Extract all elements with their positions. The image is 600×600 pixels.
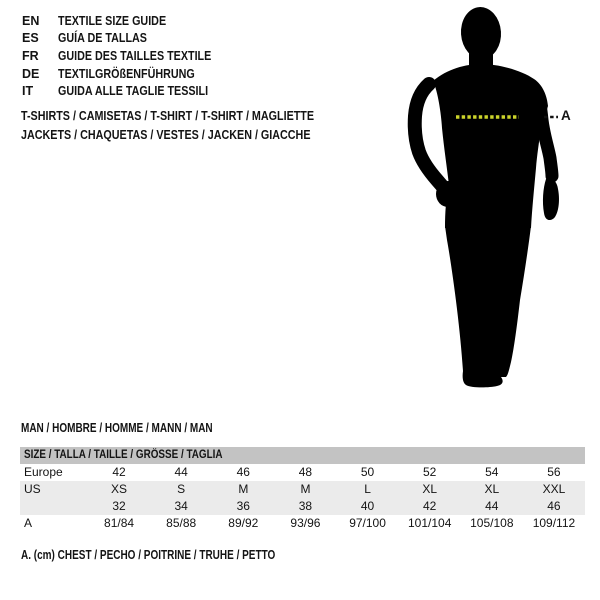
- table-cell: 50: [360, 465, 375, 479]
- table-cell: XXL: [542, 482, 566, 496]
- table-cell: 85/88: [166, 516, 197, 530]
- table-cell: M: [300, 482, 311, 496]
- man-silhouette: [415, 6, 559, 388]
- table-cell: 44: [485, 499, 499, 513]
- table-cell: 46: [236, 465, 250, 479]
- table-cell: XL: [484, 482, 500, 496]
- table-cell: 42: [423, 499, 437, 513]
- language-code: DE: [22, 66, 40, 81]
- table-cell: 46: [547, 499, 561, 513]
- table-cell: 44: [174, 465, 188, 479]
- legs: [445, 226, 531, 387]
- table-row-us: [20, 481, 585, 498]
- language-code: FR: [22, 48, 39, 63]
- table-cell: 97/100: [349, 516, 386, 530]
- language-code: IT: [22, 84, 34, 99]
- table-cell: 48: [298, 465, 313, 479]
- right-hand: [543, 178, 559, 220]
- table-row-numeric: [20, 498, 585, 515]
- table-cell: 52: [423, 465, 437, 479]
- table-row-chest-cm: [20, 515, 585, 532]
- left-hand: [436, 181, 460, 207]
- language-code: EN: [22, 13, 40, 28]
- language-label: GUIDA ALLE TAGLIE TESSILI: [58, 84, 209, 99]
- table-cell: 54: [485, 465, 499, 479]
- category-line-jackets: JACKETS / CHAQUETAS / VESTES / JACKEN / GIACCHE: [21, 127, 311, 142]
- language-label: GUIDE DES TAILLES TEXTILE: [58, 48, 212, 63]
- language-label: TEXTILGRÖßENFÜHRUNG: [58, 66, 195, 81]
- table-cell: L: [364, 482, 371, 496]
- table-cell: 56: [547, 465, 561, 479]
- language-code: ES: [22, 31, 39, 46]
- table-cell: 42: [112, 465, 126, 479]
- size-table: [20, 447, 585, 532]
- table-cell: 89/92: [228, 516, 259, 530]
- measurement-footnote: A. (cm) CHEST / PECHO / POITRINE / TRUHE / PETTO: [21, 548, 276, 562]
- section-title-man: MAN / HOMBRE / HOMME / MANN / MAN: [21, 421, 213, 435]
- category-line-tshirts: T-SHIRTS / CAMISETAS / T-SHIRT / T-SHIRT / MAGLIETTE: [21, 109, 315, 123]
- measure-label-a: A: [561, 108, 571, 123]
- language-label: GUÍA DE TALLAS: [58, 31, 147, 46]
- table-cell: 105/108: [470, 516, 514, 530]
- size-table-header: SIZE / TALLA / TAILLE / GRÖSSE / TAGLIA: [20, 447, 585, 464]
- row-label: A: [24, 516, 33, 530]
- language-label: TEXTILE SIZE GUIDE: [58, 13, 167, 28]
- table-cell: 101/104: [407, 516, 452, 530]
- table-cell: 109/112: [532, 516, 576, 530]
- table-row-europe: [20, 464, 585, 481]
- table-cell: 34: [174, 499, 188, 513]
- right-arm: [538, 95, 552, 176]
- table-cell: 81/84: [104, 516, 135, 530]
- table-cell: 40: [360, 499, 375, 513]
- table-cell: XS: [111, 482, 128, 496]
- table-cell: 32: [112, 499, 126, 513]
- table-cell: 93/96: [290, 516, 321, 530]
- table-cell: S: [177, 482, 186, 496]
- row-label: [20, 498, 88, 515]
- row-label: US: [24, 482, 41, 496]
- table-cell: 36: [236, 499, 250, 513]
- table-cell: XL: [422, 482, 438, 496]
- table-cell: 38: [298, 499, 313, 513]
- table-cell: M: [238, 482, 249, 496]
- row-label: Europe: [24, 465, 63, 479]
